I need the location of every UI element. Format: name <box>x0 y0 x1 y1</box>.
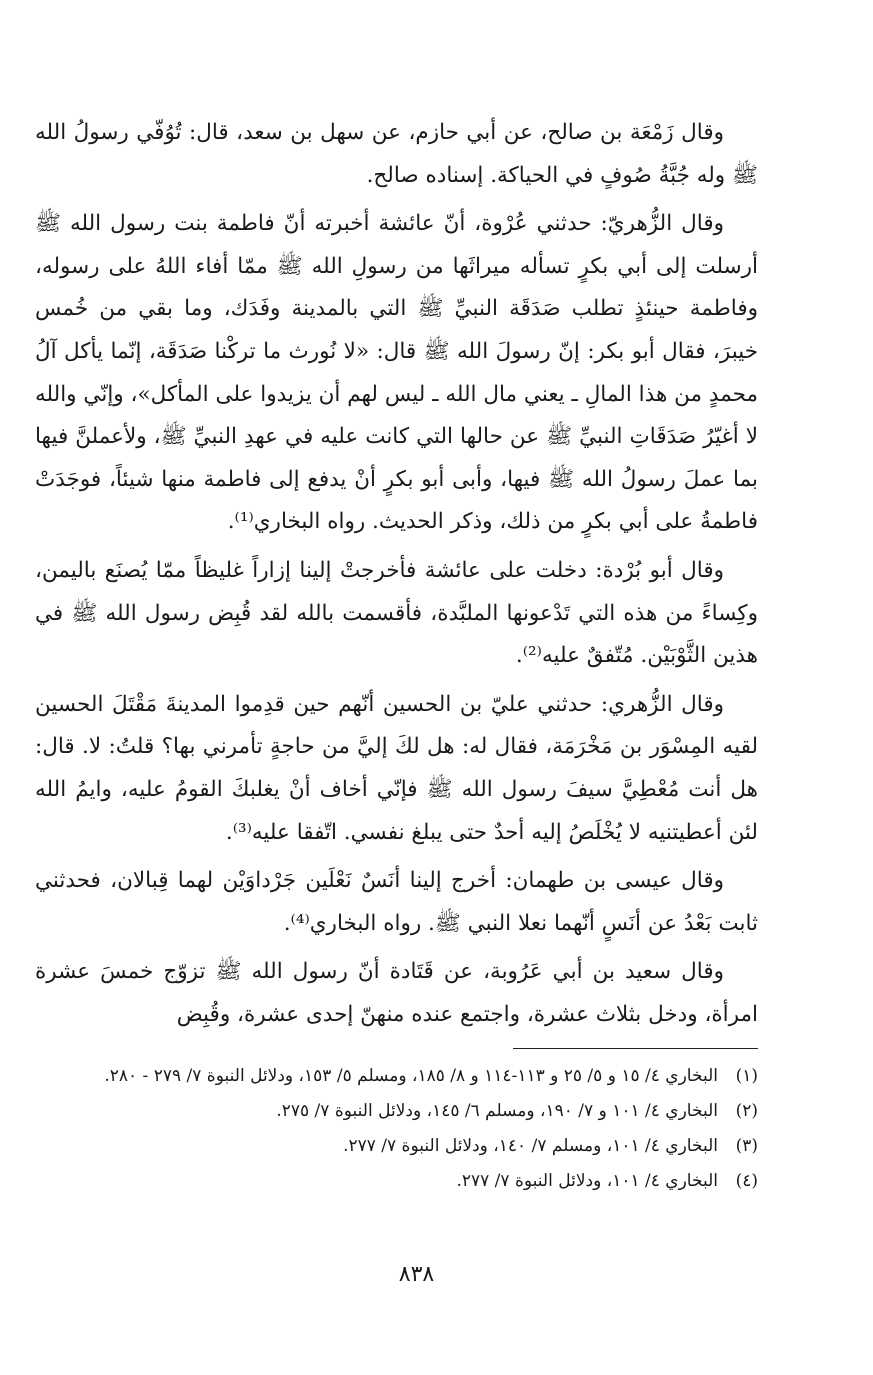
footnote-number: (٣) <box>735 1136 758 1156</box>
paragraph: وقال الزُّهريّ: حدثني عُرْوة، أنّ عائشة أخبرته أنّ فاطمة بنت رسول الله ﷺ أرسلت إلى أبي بكرٍ تسأله ميراثَها من رسولِ الله ﷺ ممّا أفاء اللهُ على رسوله، وفاطمة حينئذٍ تطلب صَدَقَة النبيِّ ﷺ التي بالمدينة وفَدَك، وما بقي من خُمس خيبرَ، فقال أبو بكر: إنّ رسولَ الله ﷺ قال: «لا نُورث ما تركْنا صَدَقَة، إنّما يأكل آلُ محمدٍ من هذا المالِ ـ يعني مال الله ـ ليس لهم أن يزيدوا على المأكل»، وإنّي والله لا أغيّرُ صَدَقَاتِ النبيِّ ﷺ عن حالها التي كانت عليه في عهدِ النبيِّ ﷺ، ولأعملنَّ فيها بما عملَ رسولُ الله ﷺ فيها، وأبى أبو بكرٍ أنْ يدفع إلى فاطمة منها شيئاً، فوجَدَتْ فاطمةُ على أبي بكرٍ من ذلك، وذكر الحديث. رواه البخاري⁽¹⁾. <box>35 211 758 535</box>
footnote-text: البخاري ٤/ ١٥ و ٥/ ٢٥ و ١١٣-١١٤ و ٨/ ١٨٥، ومسلم ٥/ ١٥٣، ودلائل النبوة ٧/ ٢٧٩ - ٢٨٠. <box>104 1066 718 1086</box>
footnote-divider <box>513 1048 758 1049</box>
footnote-text: البخاري ٤/ ١٠١، ومسلم ٧/ ١٤٠، ودلائل النبوة ٧/ ٢٧٧. <box>343 1136 718 1156</box>
paragraph: وقال سعيد بن أبي عَرُوبة، عن قَتَادة أنّ رسول الله ﷺ تزوّج خمسَ عشرة امرأة، ودخل بثلاث عشرة، واجتمع عنده منهنّ إحدى عشرة، وقُبِض <box>35 959 758 1027</box>
page-number: ٨٣٨ <box>398 1262 435 1287</box>
footnote <box>35 1167 758 1195</box>
footnote <box>35 1062 758 1090</box>
footnotes <box>35 1062 758 1202</box>
footnote-text: البخاري ٤/ ١٠١، ودلائل النبوة ٧/ ٢٧٧. <box>456 1171 718 1191</box>
paragraph: وقال أبو بُرْدة: دخلت على عائشة فأخرجتْ إلينا إزاراً غليظاً ممّا يُصنَع باليمن، وكِساءً من هذه التي تَدْعونها الملبَّدة، فأقسمت بالله لقد قُبِض رسول الله ﷺ في هذين الثَّوْبَيْن. مُتّفقٌ عليه⁽²⁾. <box>35 557 758 669</box>
paragraph: وقال الزُّهري: حدثني عليّ بن الحسين أنّهم حين قدِموا المدينةَ مَقْتَلَ الحسين لقيه المِسْوَر بن مَخْرَمَة، فقال له: هل لكَ إليَّ من حاجةٍ تأمرني بها؟ قلتُ: لا. قال: هل أنت مُعْطِيَّ سيفَ رسول الله ﷺ فإنّي أخاف أنْ يغلبكَ القومُ عليه، وايمُ الله لئن أعطيتنيه لا يُخْلَصُ إليه أحدٌ حتى يبلغ نفسي. اتّفقا عليه⁽³⁾. <box>35 691 758 845</box>
paragraph: وقال عيسى بن طهمان: أخرج إلينا أنَسٌ نَعْلَين جَرْداوَيْن لهما قِبالان، فحدثني ثابت بَعْدُ عن أنَسٍ أنّهما نعلا النبي ﷺ. رواه البخاري⁽⁴⁾. <box>35 868 758 936</box>
footnote-number: (٢) <box>735 1101 758 1121</box>
footnote <box>35 1097 758 1125</box>
footnote-text: البخاري ٤/ ١٠١ و ٧/ ١٩٠، ومسلم ٦/ ١٤٥، ودلائل النبوة ٧/ ٢٧٥. <box>276 1101 718 1121</box>
main-text <box>35 112 758 1042</box>
footnote <box>35 1132 758 1160</box>
footnote-number: (٤) <box>735 1171 758 1191</box>
paragraph: وقال زَمْعَة بن صالح، عن أبي حازم، عن سهل بن سعد، قال: تُوُفّي رسولُ الله ﷺ وله جُبَّةُ صُوفٍ في الحياكة. إسناده صالح. <box>35 120 758 188</box>
footnote-number: (١) <box>735 1066 758 1086</box>
